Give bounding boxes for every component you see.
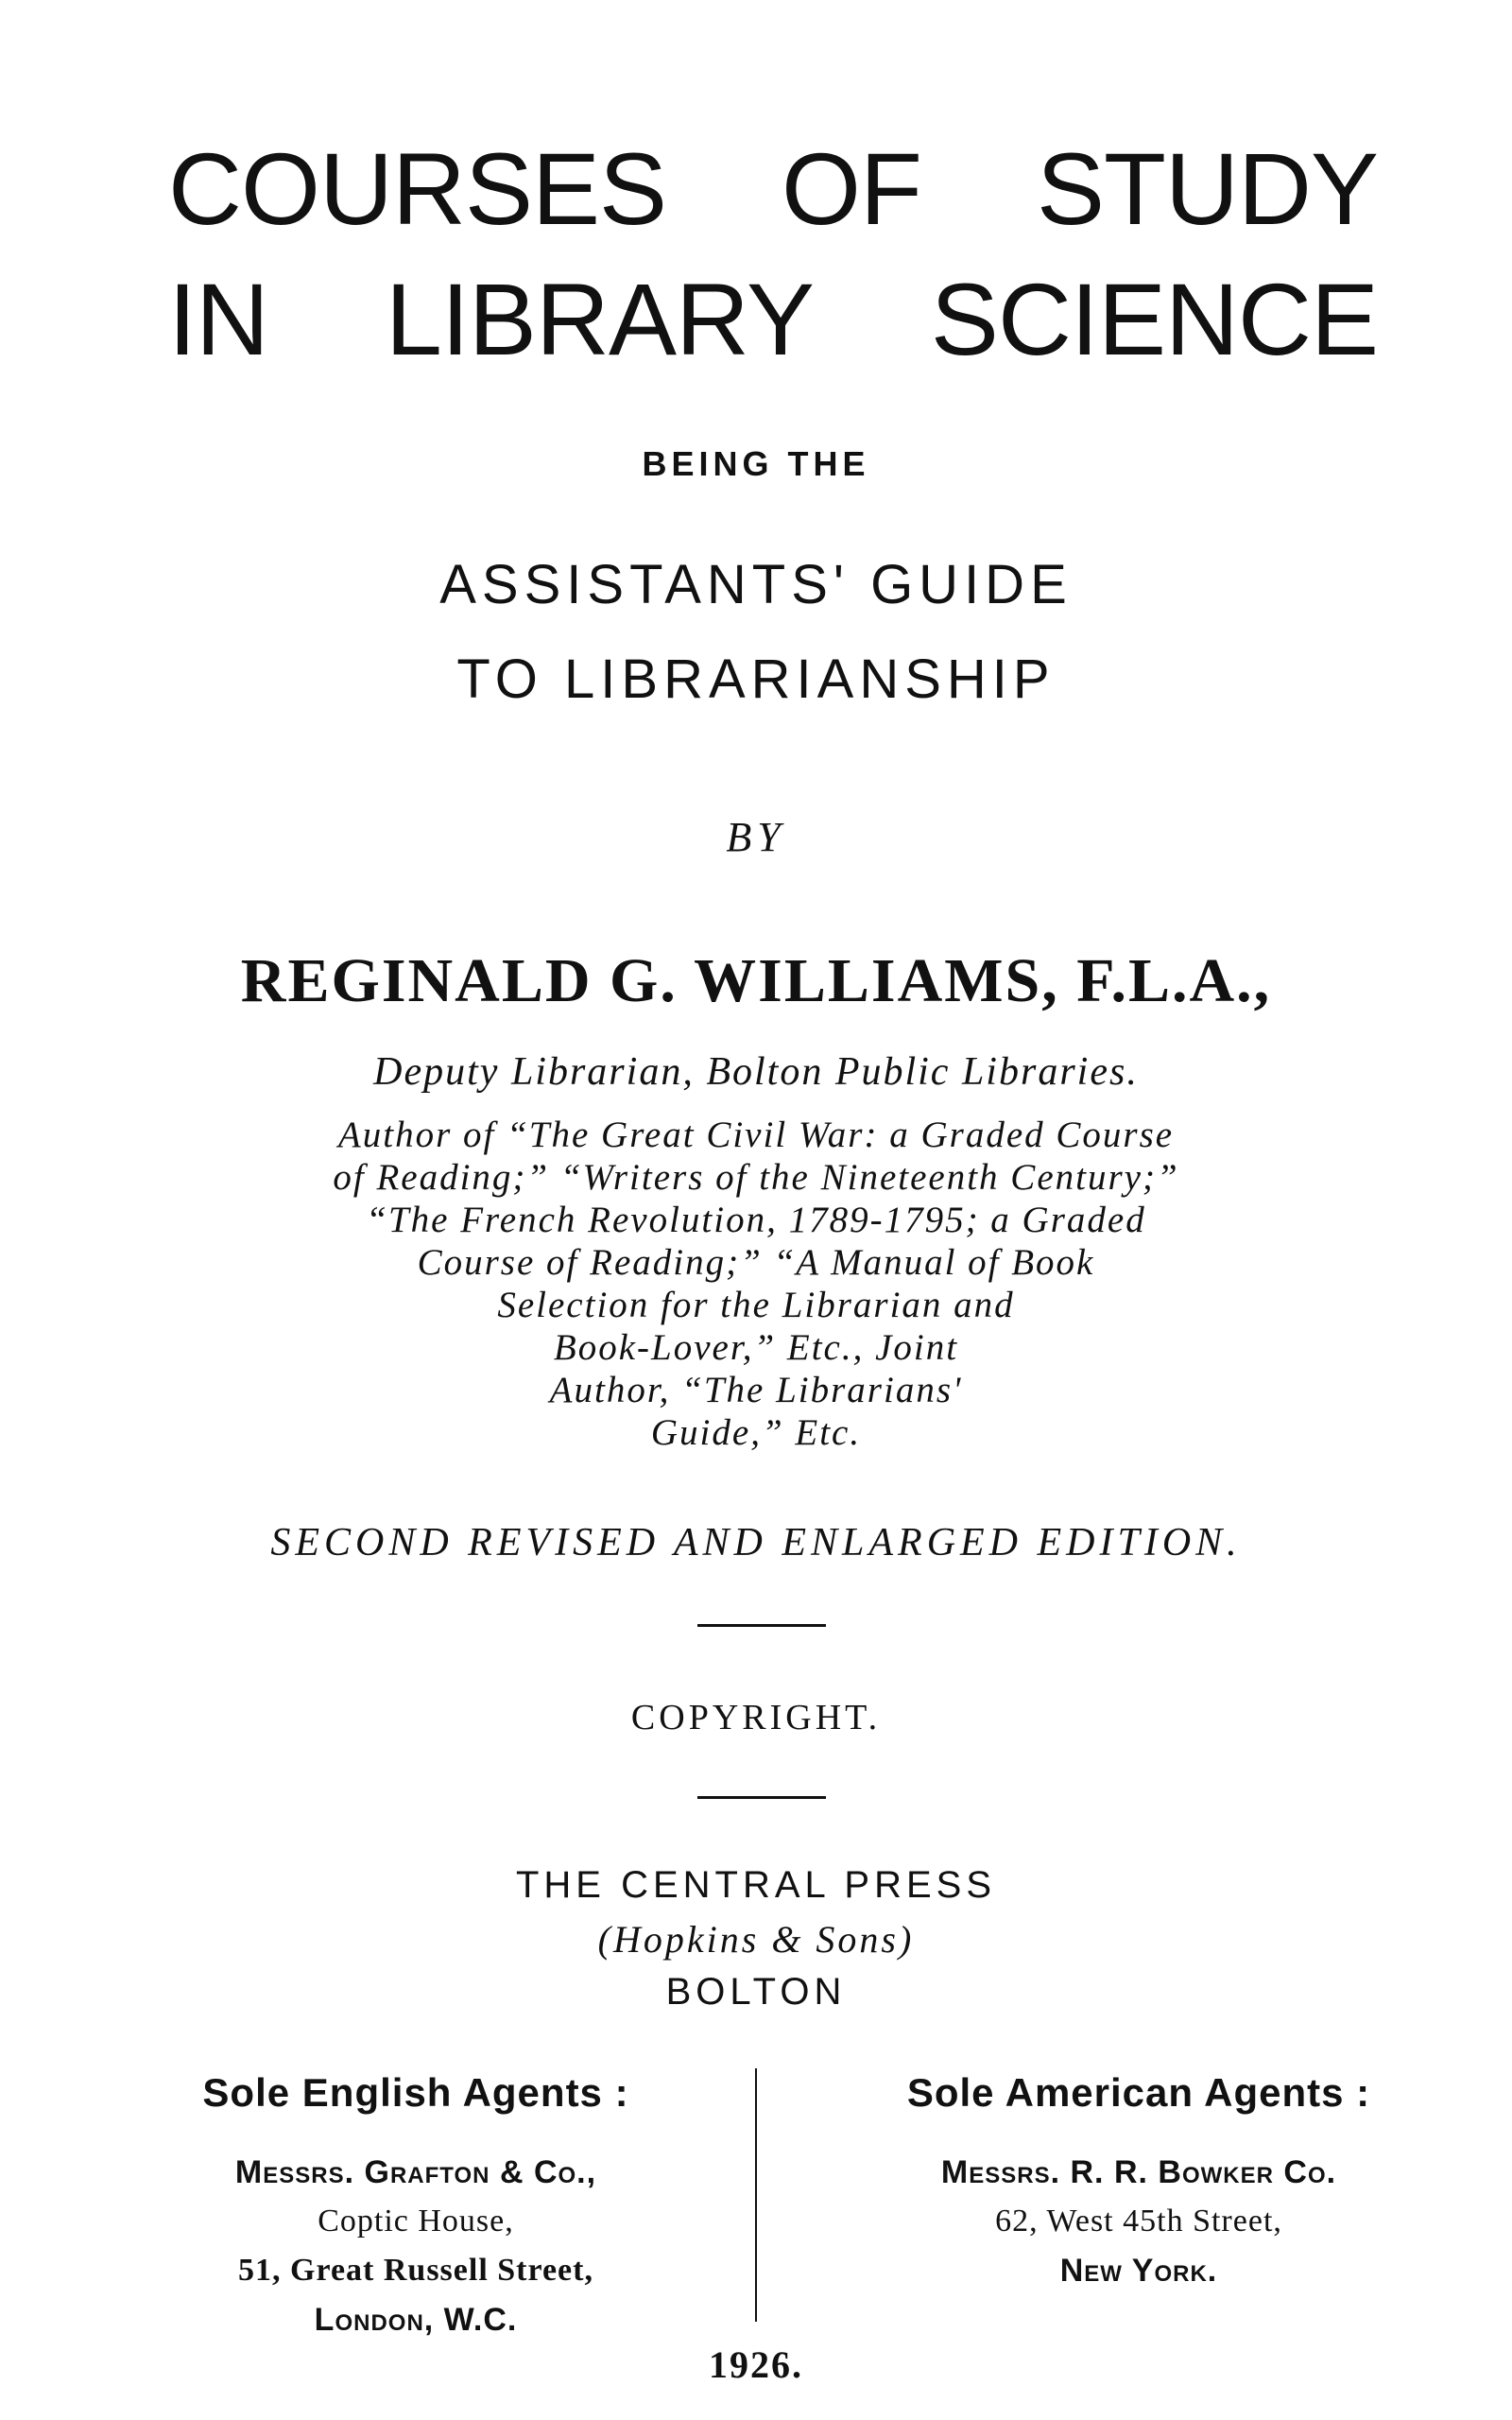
title-word: COURSES xyxy=(168,131,667,246)
publisher-sub: (Hopkins & Sons) xyxy=(597,1918,915,1961)
by-label: BY xyxy=(726,814,786,860)
agent-line: London, W.C. xyxy=(314,2302,518,2338)
agent-line: New York. xyxy=(1059,2253,1218,2289)
american-agents-heading: Sole American Agents : xyxy=(906,2070,1371,2115)
publisher-name: THE CENTRAL PRESS xyxy=(515,1864,997,1906)
title-word: STUDY xyxy=(1036,131,1378,246)
works-line: Author, “The Librarians' xyxy=(549,1370,963,1410)
works-line: Book-Lover,” Etc., Joint xyxy=(553,1327,959,1368)
being-the: BEING THE xyxy=(642,444,870,483)
subtitle-line-2: TO LIBRARIANSHIP xyxy=(456,648,1056,710)
title-word: SCIENCE xyxy=(930,262,1378,376)
main-title-line-1 xyxy=(168,132,1378,246)
title-word: OF xyxy=(782,131,922,246)
works-line: Guide,” Etc. xyxy=(650,1412,862,1453)
american-agents xyxy=(836,2070,1441,2295)
copyright-notice: COPYRIGHT. xyxy=(630,1698,882,1737)
works-line: Course of Reading;” “A Manual of Book xyxy=(417,1242,1095,1283)
title-word: LIBRARY xyxy=(385,262,815,376)
divider-rule xyxy=(697,1624,826,1627)
author-works xyxy=(142,1114,1370,1454)
works-line: “The French Revolution, 1789-1795; a Graded xyxy=(366,1200,1146,1240)
agent-line: Messrs. R. R. Bowker Co. xyxy=(940,2154,1337,2190)
subtitle-line-1: ASSISTANTS' GUIDE xyxy=(439,554,1073,615)
edition-note: SECOND REVISED AND ENLARGED EDITION. xyxy=(270,1521,1242,1564)
publication-year: 1926. xyxy=(709,2343,803,2386)
publisher-city: BOLTON xyxy=(665,1971,847,2013)
english-agents-heading: Sole English Agents : xyxy=(202,2070,629,2115)
works-line: of Reading;” “Writers of the Nineteenth Century;” xyxy=(333,1157,1179,1198)
english-agents xyxy=(113,2070,718,2344)
works-line: Selection for the Librarian and xyxy=(497,1285,1015,1325)
agent-line: 51, Great Russell Street, xyxy=(238,2253,593,2288)
works-line: Author of “The Great Civil War: a Graded Course xyxy=(337,1115,1175,1155)
agent-line: Messrs. Grafton & Co., xyxy=(234,2154,597,2190)
author-role: Deputy Librarian, Bolton Public Libraries. xyxy=(373,1050,1139,1094)
divider-rule xyxy=(697,1796,826,1799)
agent-line: Coptic House, xyxy=(318,2204,514,2238)
author-name: REGINALD G. WILLIAMS, F.L.A., xyxy=(240,946,1272,1015)
agents-divider xyxy=(755,2068,757,2322)
agent-line: 62, West 45th Street, xyxy=(995,2204,1282,2238)
main-title-line-2 xyxy=(168,263,1378,376)
title-word: IN xyxy=(168,262,268,376)
